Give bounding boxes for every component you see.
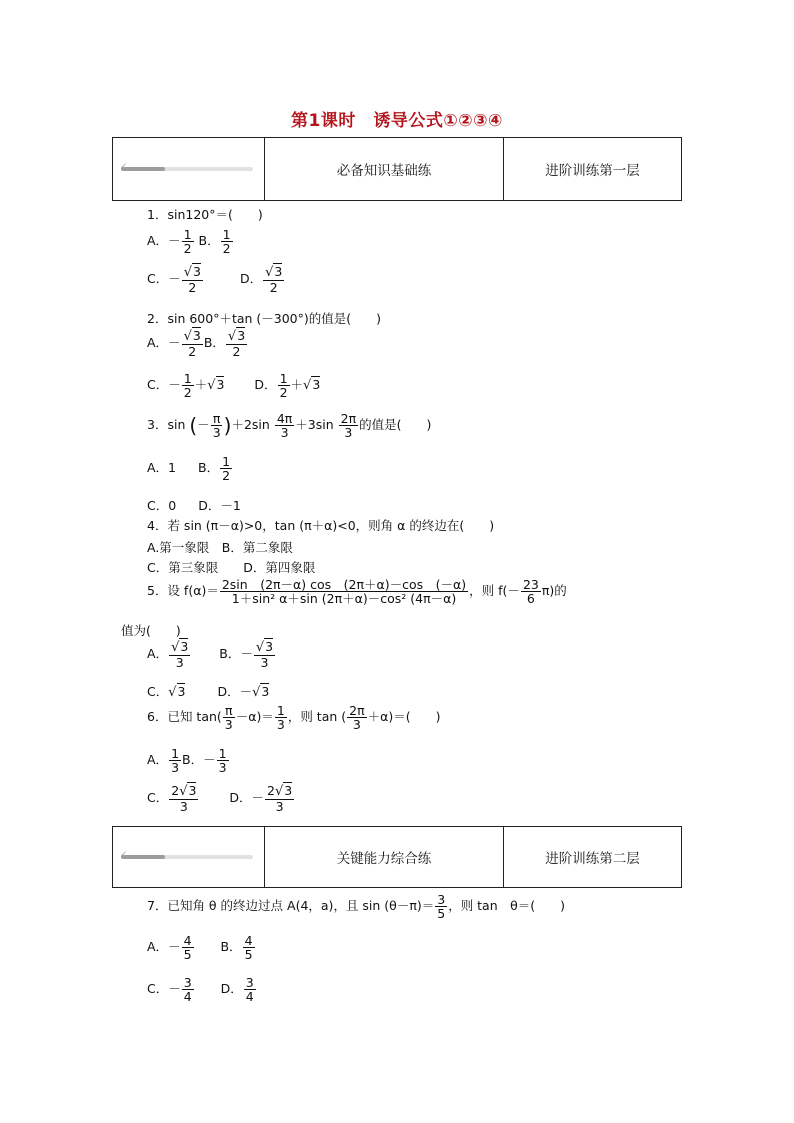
section-header-ability: [112, 826, 682, 888]
question-4-stem: 4．若 sin (π－α)>0，tan (π＋α)<0，则角 α 的终边在( ): [147, 518, 495, 533]
question-7-stem: 7．已知角 θ 的终边过点 A(4，a)，且 sin (θ－π)＝ $\frac{3}{5}$ ，则 tan θ＝( ): [147, 892, 566, 922]
question-3-options-cd: C．0 D．－1: [147, 498, 241, 513]
check-icon: ✓: [120, 850, 128, 860]
question-6-options-ab: A． $\frac{1}{3}$ B．－ $\frac{1}{3}$: [147, 746, 227, 776]
progress-cell: [113, 138, 265, 200]
question-3-stem: 3．sin (－ $\frac{\pi}{3}$ )＋2sin $\frac{4\pi}{3}$ ＋3sin $\frac{2\pi}{3}$ 的值是( ): [147, 411, 432, 441]
section-name: 必备知识基础练: [265, 138, 504, 200]
question-2-options-cd: C．－ $\frac{1}{2}$ ＋√3 D． $\frac{1}{2}$ ＋√3: [147, 371, 321, 401]
question-4-options-ab: A.第一象限 B．第二象限: [147, 540, 293, 555]
progress-cell: [113, 827, 265, 887]
question-7-options-cd: C．－ $\frac{3}{4}$ D． $\frac{3}{4}$: [147, 975, 254, 1005]
section-header-basic: [112, 137, 682, 201]
question-1-stem: 1．sin120°＝( ): [147, 207, 263, 222]
question-5-options-cd: C．√3 D．－√3: [147, 684, 270, 700]
question-1-options-cd: C．－ $\frac{√3}{2}$ D． $\frac{√3}{2}$: [147, 264, 283, 295]
question-2-options-ab: A．－ $\frac{√3}{2}$ B． $\frac{√3}{2}$: [147, 328, 246, 359]
check-icon: ✓: [120, 162, 128, 172]
progress-bar: [120, 850, 253, 860]
page-title: 第1课时 诱导公式①②③④: [291, 111, 503, 131]
question-6-options-cd: C． $\frac{2√3}{3}$ D．－ $\frac{2√3}{3}$: [147, 783, 293, 814]
question-1-options-ab: A．－ $\frac{1}{2}$ B． $\frac{1}{2}$: [147, 227, 231, 257]
section-level: 进阶训练第一层: [545, 163, 640, 179]
question-2-stem: 2．sin 600°＋tan (－300°)的值是( ): [147, 311, 382, 326]
question-5-stem: 5．设 f(α)＝ $\frac{2\sin (2\pi-\alpha) \cos (2\pi+\alpha)-\cos (-\alpha)}{\text{1＋sin² α＋sin (2π＋α)－cos² (4π－α)}}$ ，则 f(－ $\frac{23}{6}$ π)的: [147, 577, 567, 607]
question-4-options-cd: C．第三象限 D．第四象限: [147, 560, 316, 575]
question-3-options-ab: A．1 B． $\frac{1}{2}$: [147, 454, 231, 484]
question-7-options-ab: A．－ $\frac{4}{5}$ B． $\frac{4}{5}$: [147, 933, 253, 963]
progress-bar: [120, 162, 253, 172]
question-6-stem: 6．已知 tan( $\frac{\pi}{3}$ －α)＝ $\frac{1}{3}$ ，则 tan ( $\frac{2\pi}{3}$ ＋α)＝( ): [147, 703, 441, 733]
section-name: 关键能力综合练: [265, 827, 504, 887]
section-level: 进阶训练第二层: [545, 851, 640, 867]
question-5-stem-cont: 值为( ): [121, 623, 181, 638]
question-5-options-ab: A． $\frac{√3}{3}$ B．－ $\frac{√3}{3}$: [147, 639, 274, 670]
